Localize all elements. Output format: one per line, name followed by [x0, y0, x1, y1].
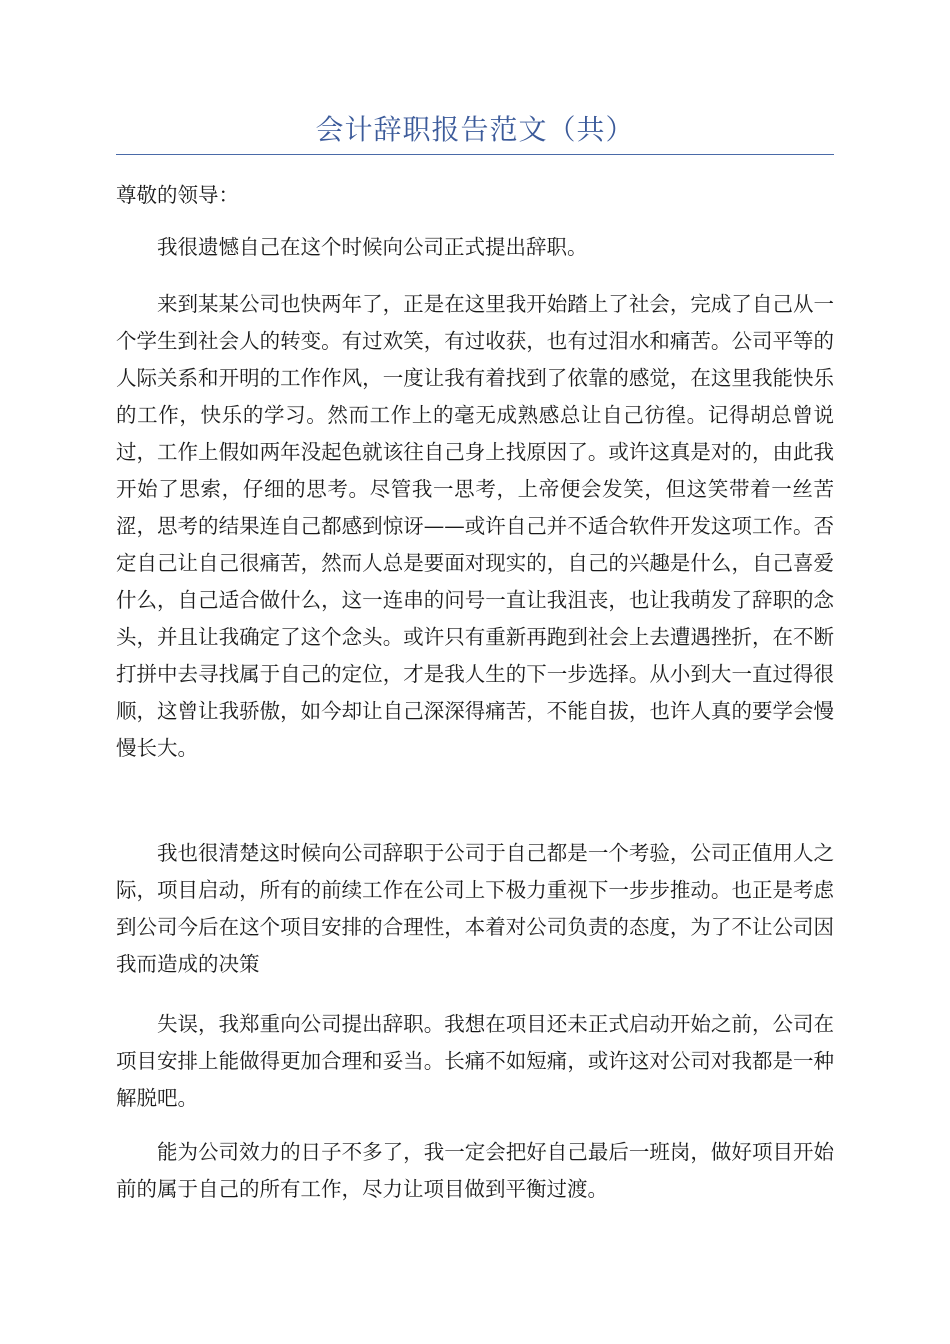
greeting: 尊敬的领导： — [116, 183, 239, 207]
title-underline — [116, 154, 834, 155]
paragraph-3: 我也很清楚这时候向公司辞职于公司于自己都是一个考验，公司正值用人之际，项目启动，所有的前续工作在公司上下极力重视下一步步推动。也正是考虑到公司今后在这个项目安排的合理性，本着对公司负责的态度，为了不让公司因我而造成的决策 — [116, 841, 834, 976]
document-title: 会计辞职报告范文（共） — [315, 113, 635, 146]
paragraph-4: 失误，我郑重向公司提出辞职。我想在项目还未正式启动开始之前，公司在项目安排上能做得更加合理和妥当。长痛不如短痛，或许这对公司对我都是一种解脱吧。 — [116, 1012, 834, 1110]
paragraph-5: 能为公司效力的日子不多了，我一定会把好自己最后一班岗，做好项目开始前的属于自己的所有工作，尽力让项目做到平衡过渡。 — [116, 1140, 834, 1201]
paragraph-1: 我很遗憾自己在这个时候向公司正式提出辞职。 — [157, 235, 588, 259]
paragraph-2: 来到某某公司也快两年了，正是在这里我开始踏上了社会，完成了自己从一个学生到社会人的转变。有过欢笑，有过收获，也有过泪水和痛苦。公司平等的人际关系和开明的工作作风，一度让我有着找到了依靠的感觉，在这里我能快乐的工作，快乐的学习。然而工作上的毫无成熟感总让自己彷徨。记得胡总曾说过，工作上假如两年没起色就该往自己身上找原因了。或许这真是对的，由此我开始了思索，仔细的思考。尽管我一思考，上帝便会发笑，但这笑带着一丝苦涩，思考的结果连自己都感到惊讶——或许自己并不适合软件开发这项工作。否定自己让自己很痛苦，然而人总是要面对现实的，自己的兴趣是什么，自己喜爱什么，自己适合做什么，这一连串的问号一直让我沮丧，也让我萌发了辞职的念头，并且让我确定了这个念头。或许只有重新再跑到社会上去遭遇挫折，在不断打拼中去寻找属于自己的定位，才是我人生的下一步选择。从小到大一直过得很顺，这曾让我骄傲，如今却让自己深深得痛苦，不能自拔，也许人真的要学会慢慢长大。 — [116, 292, 834, 760]
